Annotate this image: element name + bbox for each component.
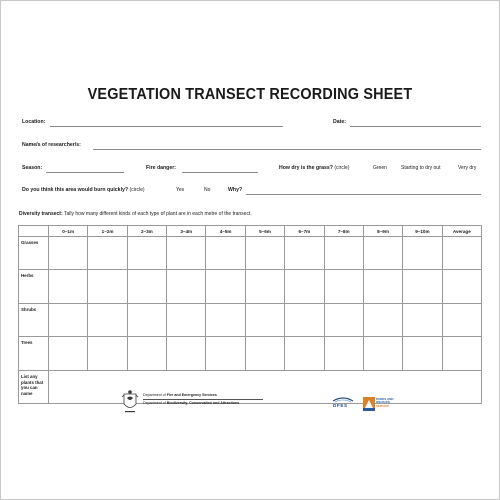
table-cell[interactable] — [403, 304, 442, 337]
table-cell[interactable] — [363, 270, 402, 304]
grass-question-text: How dry is the grass? — [279, 165, 333, 171]
column-header: 0–1m — [49, 226, 88, 237]
table-cell[interactable] — [49, 270, 88, 304]
table-cell[interactable] — [324, 304, 363, 337]
researchers-label: Name/s of researcher/s: — [22, 142, 81, 148]
parks-line1: PARKS AND — [376, 397, 394, 401]
table-cell[interactable] — [403, 237, 442, 270]
table-cell[interactable] — [127, 237, 166, 270]
row-label: Shrubs — [19, 304, 49, 337]
plant-names-cell[interactable] — [49, 371, 482, 404]
burn-question — [22, 187, 145, 193]
grass-option-very-dry[interactable]: Very dry — [458, 165, 477, 171]
table-cell[interactable] — [206, 270, 245, 304]
dept-bca — [143, 401, 239, 405]
row-label: List any plants that you can name — [19, 371, 49, 404]
table-cell[interactable] — [324, 270, 363, 304]
date-field[interactable] — [350, 126, 481, 127]
table-cell[interactable] — [167, 337, 206, 371]
sheet-title: VEGETATION TRANSECT RECORDING SHEET — [87, 86, 413, 103]
grass-question — [279, 165, 349, 171]
column-header: 5–6m — [245, 226, 284, 237]
column-header: 1–2m — [88, 226, 127, 237]
table-cell[interactable] — [88, 270, 127, 304]
table-cell[interactable] — [285, 270, 324, 304]
burn-question-text: Do you think this area would burn quickly? — [22, 187, 129, 193]
table-cell[interactable] — [88, 237, 127, 270]
row-label: Herbs — [19, 270, 49, 304]
table-cell[interactable] — [324, 237, 363, 270]
table-cell[interactable] — [206, 337, 245, 371]
table-cell[interactable] — [127, 304, 166, 337]
parks-wildlife-logo-icon — [363, 397, 375, 411]
dept-bca-prefix: Department of — [143, 401, 166, 405]
burn-hint: (circle) — [129, 187, 145, 193]
burn-option-yes[interactable]: Yes — [176, 187, 185, 193]
grass-hint: (circle) — [334, 165, 350, 171]
fire-danger-field[interactable] — [182, 172, 258, 173]
table-cell[interactable] — [127, 337, 166, 371]
fire-danger-label: Fire danger: — [146, 165, 176, 171]
table-cell[interactable] — [206, 304, 245, 337]
column-header: 7–8m — [324, 226, 363, 237]
column-header: 6–7m — [285, 226, 324, 237]
diversity-label: Diversity transect: — [19, 211, 63, 217]
wa-crest-icon — [121, 389, 139, 415]
why-label: Why? — [228, 187, 243, 193]
table-cell[interactable] — [49, 337, 88, 371]
dept-fes-name: Fire and Emergency Services — [166, 393, 217, 397]
location-field[interactable] — [50, 126, 283, 127]
table-cell[interactable] — [285, 337, 324, 371]
column-header: 4–5m — [206, 226, 245, 237]
table-row — [19, 304, 482, 337]
table-cell[interactable] — [285, 304, 324, 337]
table-header-row — [19, 226, 482, 237]
location-label: Location: — [22, 119, 46, 125]
transect-table — [18, 225, 482, 404]
table-cell[interactable] — [442, 337, 481, 371]
column-header: Average — [442, 226, 481, 237]
table-cell[interactable] — [245, 337, 284, 371]
table-cell[interactable] — [442, 270, 481, 304]
season-label: Season: — [22, 165, 43, 171]
table-row — [19, 237, 482, 270]
row-label: Trees — [19, 337, 49, 371]
table-cell[interactable] — [167, 270, 206, 304]
footer-divider — [143, 399, 263, 400]
parks-line2: WILDLIFE — [376, 400, 391, 405]
diversity-note — [19, 211, 252, 217]
season-field[interactable] — [46, 172, 124, 173]
table-cell[interactable] — [167, 304, 206, 337]
date-label: Date: — [333, 119, 346, 125]
column-header: 3–4m — [167, 226, 206, 237]
table-row — [19, 337, 482, 371]
diversity-text: Tally how many different kinds of each type of plant are in each metre of the transect. — [63, 211, 252, 217]
table-cell[interactable] — [285, 237, 324, 270]
dept-fes-prefix: Department of — [143, 393, 166, 397]
dfes-logo-text: DFES — [333, 403, 348, 408]
table-cell[interactable] — [245, 304, 284, 337]
row-label: Grasses — [19, 237, 49, 270]
table-cell[interactable] — [49, 237, 88, 270]
table-cell[interactable] — [363, 337, 402, 371]
column-header: 8–9m — [363, 226, 402, 237]
grass-option-starting-to-dry[interactable]: Starting to dry out — [401, 165, 441, 171]
table-cell[interactable] — [363, 304, 402, 337]
table-cell[interactable] — [167, 237, 206, 270]
table-cell[interactable] — [403, 337, 442, 371]
why-field[interactable] — [246, 194, 481, 195]
parks-line3: SERVICE — [376, 403, 390, 408]
dept-fes — [143, 393, 217, 397]
column-header: 2–3m — [127, 226, 166, 237]
dept-bca-name: Biodiversity, Conservation and Attractions — [166, 401, 240, 405]
researchers-field[interactable] — [93, 149, 481, 150]
table-cell[interactable] — [88, 337, 127, 371]
table-cell[interactable] — [127, 270, 166, 304]
table-row — [19, 270, 482, 304]
corner-cell — [19, 226, 49, 237]
table-cell[interactable] — [88, 304, 127, 337]
grass-option-green[interactable]: Green — [373, 165, 387, 171]
table-cell[interactable] — [442, 304, 481, 337]
table-cell[interactable] — [324, 337, 363, 371]
table-cell[interactable] — [206, 237, 245, 270]
burn-option-no[interactable]: No — [204, 187, 211, 193]
table-cell[interactable] — [245, 270, 284, 304]
parks-wildlife-logo-text — [376, 398, 394, 408]
table-cell[interactable] — [442, 237, 481, 270]
table-cell[interactable] — [49, 304, 88, 337]
table-cell[interactable] — [403, 270, 442, 304]
table-cell[interactable] — [363, 237, 402, 270]
table-cell[interactable] — [245, 237, 284, 270]
column-header: 9–10m — [403, 226, 442, 237]
